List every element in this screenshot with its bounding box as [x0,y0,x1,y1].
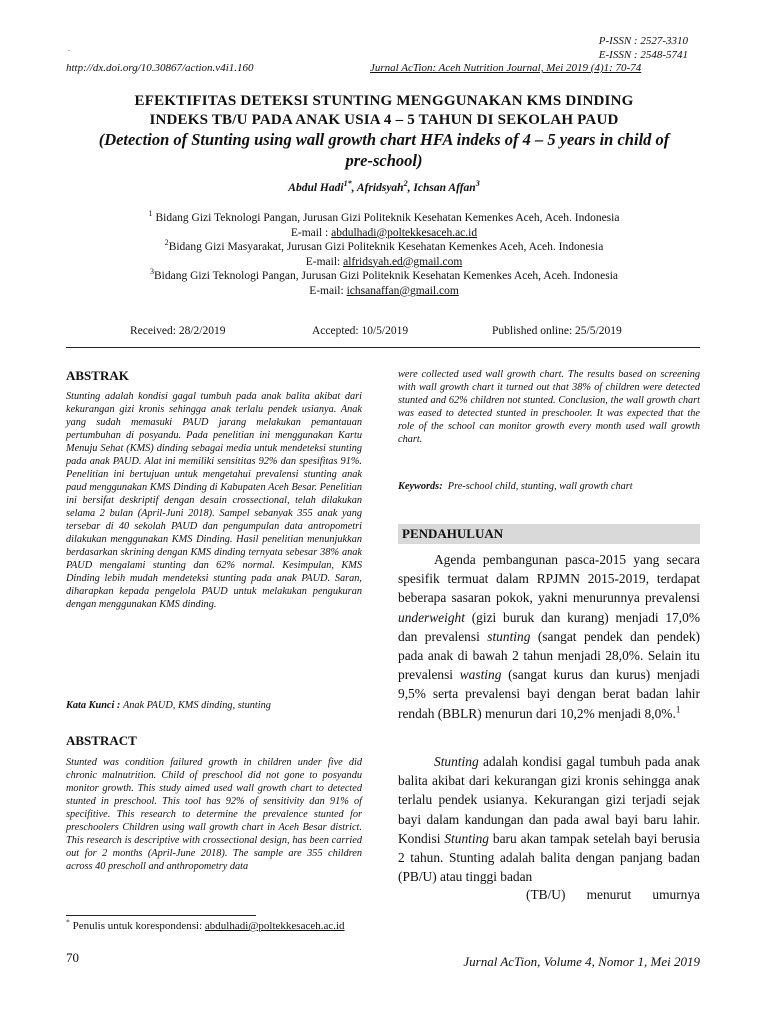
pendahuluan-paragraph-1 [398,550,700,723]
p1-part-a: Agenda pembangunan pasca-2015 yang secara spesifik termuat dalam RPJMN 2015-2019, terdapat beberapa sasaran pokok, yakni menurunnya prevalensi [398,552,700,606]
p2-stunting-2: Stunting [444,830,489,846]
p1-stunting: stunting [487,628,531,644]
author-2-sup: 2 [403,179,408,189]
p-issn: P-ISSN : 2527-3310 [598,35,688,47]
p2-part-c3: umurnya [652,887,700,902]
p2-part-c2: menurut [586,887,632,902]
affiliation-3-sup: 3 [149,267,155,277]
date-accepted: Accepted: 10/5/2019 [312,325,409,337]
p2-part-a: adalah kondisi gagal tumbuh pada anak balita akibat dari kekurangan gizi kronis sehingga anak terlalu pendek usianya. Kekurangan gizi terjadi sejak bayi dalam kandungan dan pada awal bayi baru lahir. Kondisi [398,754,700,846]
kata-kunci-text: Anak PAUD, KMS dinding, stunting [122,700,271,711]
author-3-sup: 3 [475,179,480,189]
p2-part-b: baru akan tampak setelah bayi berusia 2 tahun. Stunting adalah balita dengan panjang badan (PB/U) atau tinggi badan [398,830,700,885]
keywords [398,480,700,493]
p1-wasting: wasting [459,667,502,683]
pendahuluan-last-line [398,885,700,904]
p1-citation: 1 [675,705,681,716]
p2-part-c1: (TB/U) [526,887,566,902]
date-received: Received: 28/2/2019 [130,325,226,337]
abstract-text-right: were collected used wall growth chart. The results based on screening with wall growth chart it turned out that 38% of children were detected stunted and 62% children not stunted. Conclusion, the wall growth chart was eased to detected stunted in preschooler. It was expected that the role of the school can monitor growth every month used wall growth chart. [398,369,700,445]
kata-kunci-label: Kata Kunci : [66,700,123,711]
footnote-email[interactable]: abdulhadi@poltekkesaceh.ac.id [204,920,345,932]
footnote-rule [66,915,256,916]
doi-link[interactable]: http://dx.doi.org/10.30867/action.v4i1.160 [66,62,254,74]
page-number: 70 [66,950,79,965]
affiliation-1-sup: 1 [148,209,153,219]
abstrak-heading: ABSTRAK [66,368,129,383]
date-published: Published online: 25/5/2019 [492,325,622,337]
p2-stunting-1: Stunting [434,754,479,769]
affiliation-3 [60,269,708,284]
footer-journal: Jurnal AcTion, Volume 4, Nomor 1, Mei 2019 [463,954,700,969]
footnote-mark: * [66,917,70,927]
affiliation-1-email[interactable]: abdulhadi@poltekkesaceh.ac.id [331,226,478,239]
author-1: Abdul Hadi [288,182,344,194]
affiliations [60,211,708,298]
affiliation-1-email-label: E-mail : [290,226,332,239]
footnote-label: Penulis untuk korespondensi: [69,920,205,932]
e-issn: E-ISSN : 2548-5741 [598,49,688,61]
kata-kunci [66,699,362,712]
affiliation-1 [60,211,708,226]
title-indonesian-line-2: INDEKS TB/U PADA ANAK USIA 4 – 5 TAHUN DI SEKOLAH PAUD [149,112,619,128]
p1-part-c: (sangat pendek dan pendek) pada anak di bawah 2 tahun menjadi 28,0%. Selain itu prevalensi [398,628,700,683]
abstrak-text: Stunting adalah kondisi gagal tumbuh pada anak balita akibat dari kekurangan gizi kronis sehingga anak terlalu pendek usianya. Anak yang sudah memasuki PAUD jarang melakukan pemantauan pertumbuhan di posyandu. Pada penelitian ini menggunakan Kartu Menuju Sehat (KMS) dinding sebagai media untuk mendeteksi stunting pada anak PAUD. Alat ini memiliki sensititas 92% dan spesifitas 91%. Penelitian ini bertujuan untuk mengetahui prevalensi stunting anak paud menggunakan KMS Dinding di Kabupaten Aceh Besar. Penelitian ini bersifat deskriptif dengan desain crossectional, telah dilakukan selama 2 bulan (April-Juni 2018). Sampel sebanyak 355 anak yang tersebar di 40 sekolah PAUD dan pengumpulan data antropometri dilakukan menggunakan KMS Dinding. Hasil penelitian menunjukkan berdasarkan skrining dengan KMS dinding ternyata sebesar 38% anak PAUD mengalami stunting dan 62% normal. Kesimpulan, KMS Dinding lebih mudah mendeteksi stunting pada anak PAUD. Saran, diharapkan kepada pengelola PAUD untuk melakukan pengukuran dengan menggunakan KMS dinding. [66,391,362,610]
title-english-line-1: (Detection of Stunting using wall growth chart HFA indeks of 4 – 5 years in child of [98,130,670,149]
pendahuluan-heading: PENDAHULUAN [402,526,504,541]
affiliation-2 [60,240,708,255]
pendahuluan-paragraph-2 [398,752,700,886]
affiliation-2-email-label: E-mail: [305,255,344,268]
affiliation-3-email-line [60,284,708,299]
footnote [66,917,345,932]
p1-underweight: underweight [398,609,465,625]
p1-part-b: (gizi buruk dan kurang) menjadi 17,0% dan prevalensi [398,609,700,644]
keywords-text: Pre-school child, stunting, wall growth chart [447,481,633,492]
abstract-text-left: Stunted was condition failured growth in children under five did chronic malnutrition. Child of preschool did not gone to posyandu monitor growth. This study aimed used wall growth chart to detected stunted in preschool. This tool has 92% of sensitivity dan 91% of specifitive. This research to determine the prevalence stunted for preschoolers Children using wall growth chart in Aceh Besar district. This research is descriptive with crossectional design, has been carried out for 2 months (April-June 2018). The sample are 355 children across 40 prescholl and anthropometry data [66,757,362,872]
affiliation-1-text: Bidang Gizi Teknologi Pangan, Jurusan Gizi Politeknik Kesehatan Kemenkes Aceh, Aceh. Indonesia [152,212,620,224]
affiliation-2-text: Bidang Gizi Masyarakat, Jurusan Gizi Politeknik Kesehatan Kemenkes Aceh, Aceh. Indonesia [168,241,604,253]
affiliation-2-email-line [60,255,708,270]
keywords-label: Keywords: [398,481,443,492]
title-indonesian-line-1: EFEKTIFITAS DETEKSI STUNTING MENGGUNAKAN KMS DINDING [134,93,634,109]
author-list [60,179,708,194]
affiliation-2-email[interactable]: alfridsyah.ed@gmail.com [343,255,463,268]
affiliation-3-text: Bidang Gizi Teknologi Pangan, Jurusan Gizi Politeknik Kesehatan Kemenkes Aceh, Aceh. Indonesia [154,270,619,282]
affiliation-1-email-line [60,226,708,241]
affiliation-3-email-label: E-mail: [309,284,347,297]
header-dot: . [68,44,70,53]
author-3: , Ichsan Affan [407,182,476,194]
title-english-line-2: pre-school) [345,151,423,170]
p1-part-d: (sangat kurus dan kurus) menjadi 9,5% serta prevalensi bayi dengan berat badan lahir rendah (BBLR) menurun dari 10,2% menjadi 8,0%. [398,667,700,721]
journal-reference: Jurnal AcTion: Aceh Nutrition Journal, Mei 2019 (4)1: 70-74 [370,62,642,74]
affiliation-2-sup: 2 [164,238,169,248]
author-2: , Afridsyah [351,182,404,194]
header-rule [66,347,700,348]
author-1-sup: 1* [343,179,352,189]
affiliation-3-email[interactable]: ichsanaffan@gmail.com [346,284,459,297]
abstract-heading: ABSTRACT [66,733,137,748]
